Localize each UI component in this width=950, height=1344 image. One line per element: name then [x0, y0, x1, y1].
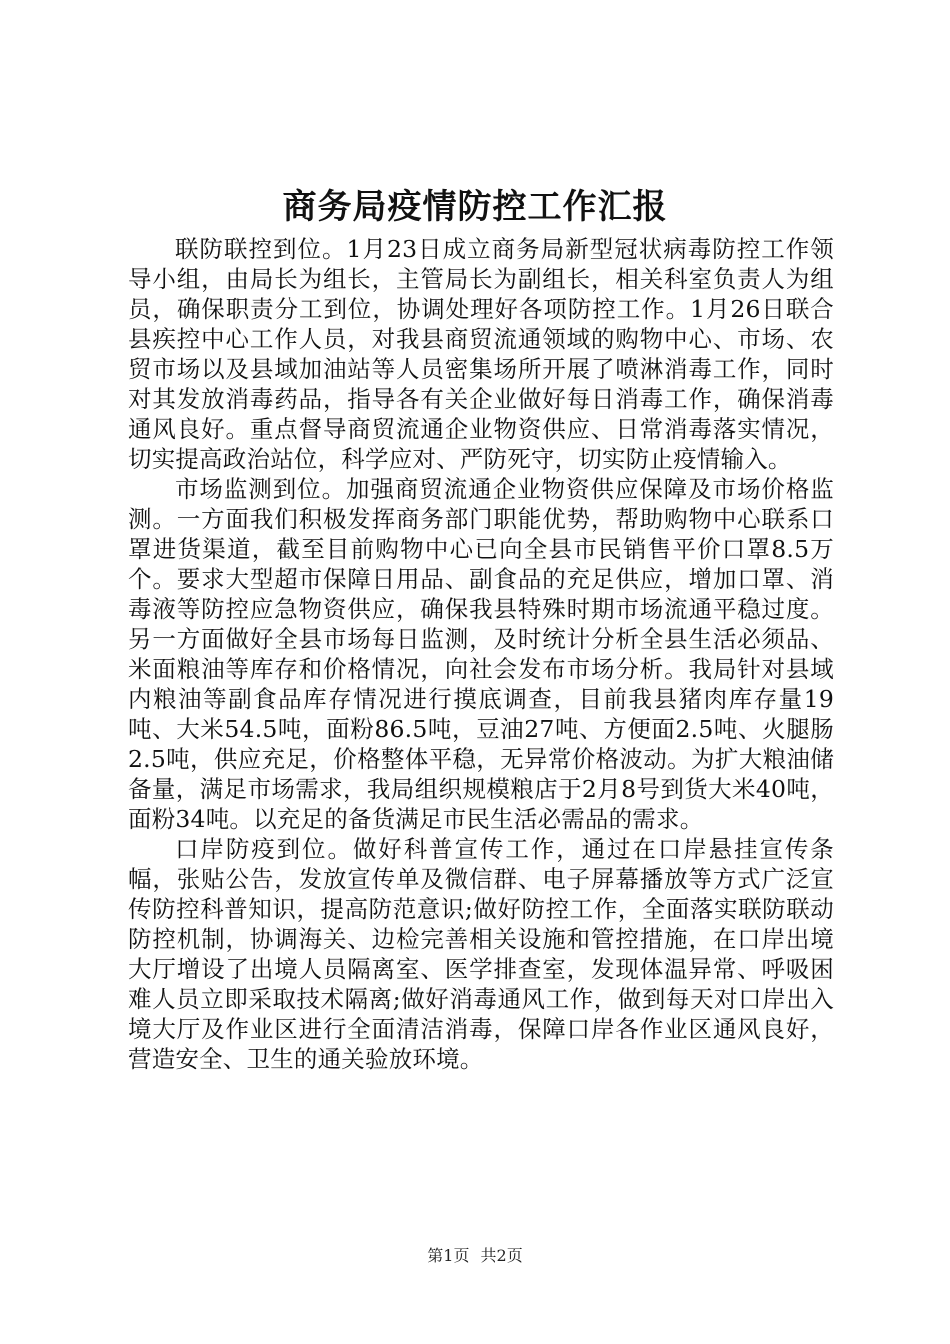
document-body — [128, 234, 834, 1074]
page-number-current: 第1页 — [427, 1246, 470, 1265]
document-title: 商务局疫情防控工作汇报 — [282, 187, 668, 227]
paragraph-port-epidemic-prevention: 口岸防疫到位。做好科普宣传工作，通过在口岸悬挂宣传条幅，张贴公告，发放宣传单及微信群、电子屏幕播放等方式广泛宣传防控科普知识，提高防范意识;做好防控工作，全面落实联防联动防控机制，协调海关、边检完善相关设施和管控措施，在口岸出境大厅增设了出境人员隔离室、医学排查室，发现体温异常、呼吸困难人员立即采取技术隔离;做好消毒通风工作，做到每天对口岸出入境大厅及作业区进行全面清洁消毒，保障口岸各作业区通风良好，营造安全、卫生的通关验放环境。 — [128, 835, 834, 1073]
page-number-total: 共2页 — [480, 1246, 523, 1265]
page-footer — [0, 1244, 950, 1268]
paragraph-joint-control: 联防联控到位。1月23日成立商务局新型冠状病毒防控工作领导小组，由局长为组长，主管局长为副组长，相关科室负责人为组员，确保职责分工到位，协调处理好各项防控工作。1月26日联合县疾控中心工作人员，对我县商贸流通领域的购物中心、市场、农贸市场以及县域加油站等人员密集场所开展了喷淋消毒工作，同时对其发放消毒药品，指导各有关企业做好每日消毒工作，确保消毒通风良好。重点督导商贸流通企业物资供应、日常消毒落实情况，切实提高政治站位，科学应对、严防死守，切实防止疫情输入。 — [128, 235, 834, 473]
paragraph-market-monitoring: 市场监测到位。加强商贸流通企业物资供应保障及市场价格监测。一方面我们积极发挥商务部门职能优势，帮助购物中心联系口罩进货渠道，截至目前购物中心已向全县市民销售平价口罩8.5万个。要求大型超市保障日用品、副食品的充足供应，增加口罩、消毒液等防控应急物资供应，确保我县特殊时期市场流通平稳过度。另一方面做好全县市场每日监测，及时统计分析全县生活必须品、米面粮油等库存和价格情况，向社会发布市场分析。我局针对县域内粮油等副食品库存情况进行摸底调查，目前我县猪肉库存量19吨、大米54.5吨，面粉86.5吨，豆油27吨、方便面2.5吨、火腿肠2.5吨，供应充足，价格整体平稳，无异常价格波动。为扩大粮油储备量，满足市场需求，我局组织规模粮店于2月8号到货大米40吨，面粉34吨。以充足的备货满足市民生活必需品的需求。 — [128, 475, 834, 833]
